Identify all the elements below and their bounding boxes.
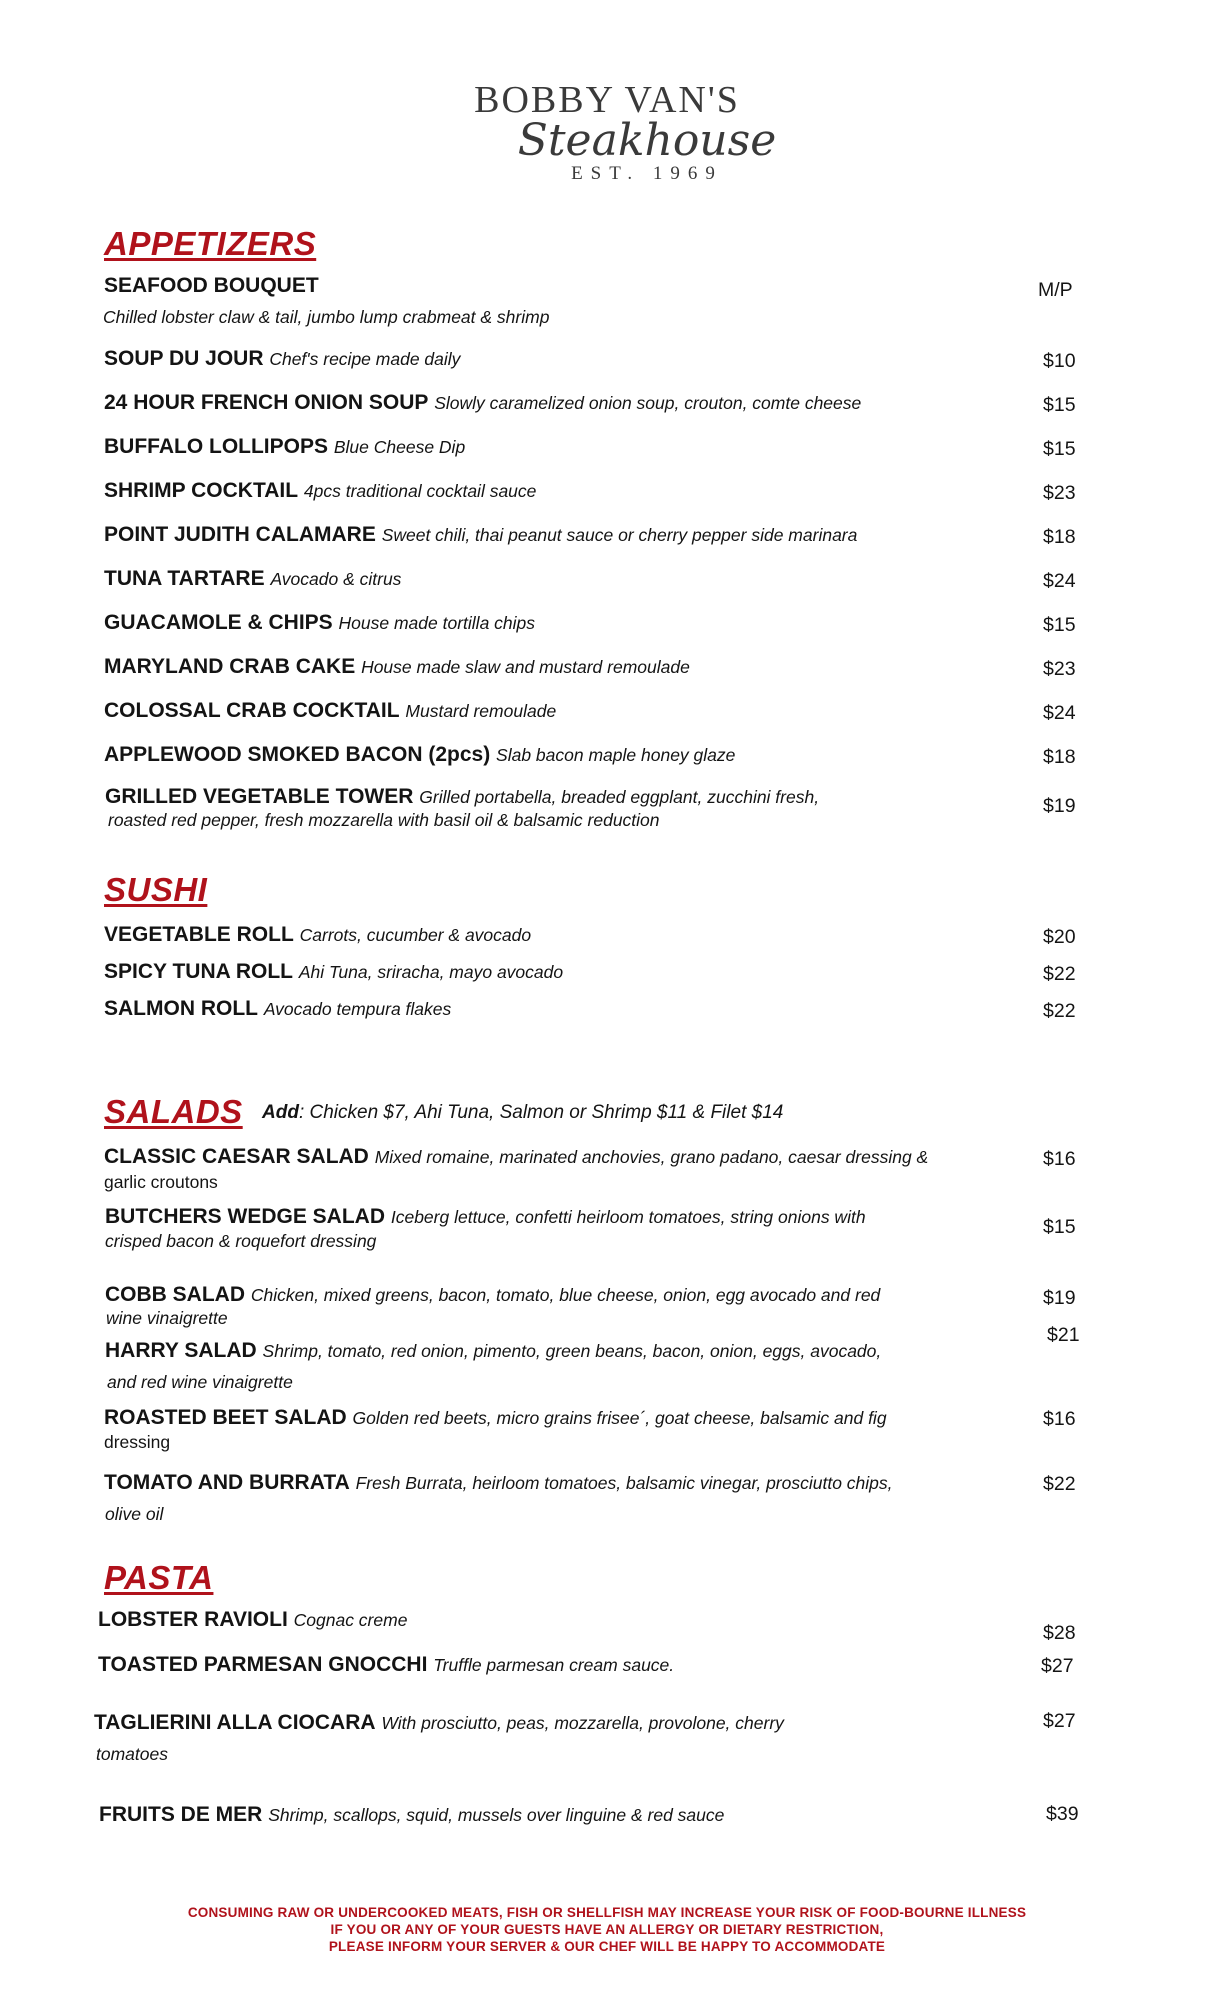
item-price: $27 [1041, 1655, 1074, 1677]
item-name: VEGETABLE ROLL [104, 923, 294, 946]
item-description: Blue Cheese Dip [333, 437, 466, 457]
menu-item-caesar-salad [104, 1144, 928, 1170]
disclaimer-line: PLEASE INFORM YOUR SERVER & OUR CHEF WILL BE HAPPY TO ACCOMMODATE [328, 1939, 886, 1954]
item-description: Avocado & citrus [270, 569, 402, 589]
add-ons-text: : Chicken $7, Ahi Tuna, Salmon or Shrimp $11 & Filet $14 [298, 1102, 784, 1123]
item-description-continued: wine vinaigrette [106, 1308, 228, 1328]
item-name: SHRIMP COCKTAIL [104, 479, 299, 502]
item-price: $18 [1043, 526, 1076, 548]
menu-item-smoked-bacon [104, 742, 735, 768]
item-price: $24 [1043, 702, 1076, 724]
menu-item-calamare [104, 522, 857, 548]
item-name: SOUP DU JOUR [104, 347, 264, 370]
item-price: $21 [1047, 1324, 1080, 1346]
restaurant-logo [0, 78, 1214, 186]
logo-est: EST. 1969 [571, 163, 723, 184]
item-description: Iceberg lettuce, confetti heirloom tomatoes, string onions with [390, 1207, 866, 1227]
item-name: SPICY TUNA ROLL [104, 960, 294, 983]
item-price: $28 [1043, 1622, 1076, 1644]
logo-script: Steakhouse [517, 115, 777, 166]
item-description: Chicken, mixed greens, bacon, tomato, blue cheese, onion, egg avocado and red [250, 1285, 881, 1305]
item-description: Chilled lobster claw & tail, jumbo lump crabmeat & shrimp [103, 307, 550, 327]
section-heading-salads: SALADS [104, 1093, 243, 1130]
item-name: HARRY SALAD [105, 1339, 257, 1362]
item-name: FRUITS DE MER [99, 1803, 263, 1826]
item-description: Mustard remoulade [405, 701, 557, 721]
logo-brand: BOBBY VAN'S [474, 79, 740, 121]
item-name: TAGLIERINI ALLA CIOCARA [94, 1711, 376, 1734]
item-name: MARYLAND CRAB CAKE [104, 655, 356, 678]
salad-add-ons [262, 1100, 783, 1126]
item-description: Mixed romaine, marinated anchovies, grano padano, caesar dressing & [374, 1147, 929, 1167]
item-price: $22 [1043, 1473, 1076, 1495]
item-price: $22 [1043, 1000, 1076, 1022]
item-price: $19 [1043, 795, 1076, 817]
menu-item-spicy-tuna-roll [104, 959, 563, 985]
item-name: GRILLED VEGETABLE TOWER [105, 785, 414, 808]
item-price: $15 [1043, 438, 1076, 460]
item-price: $18 [1043, 746, 1076, 768]
item-price: $23 [1043, 482, 1076, 504]
menu-item-fruits-de-mer [99, 1802, 724, 1828]
item-name: SEAFOOD BOUQUET [104, 274, 319, 297]
item-description: With prosciutto, peas, mozzarella, provolone, cherry [381, 1713, 784, 1733]
item-price: $22 [1043, 963, 1076, 985]
item-description: Truffle parmesan cream sauce. [433, 1655, 675, 1675]
item-price: $19 [1043, 1287, 1076, 1309]
item-description: Slowly caramelized onion soup, crouton, comte cheese [434, 393, 862, 413]
menu-item-guacamole [104, 610, 535, 636]
item-description-continued: olive oil [105, 1504, 164, 1524]
item-description: House made tortilla chips [338, 613, 536, 633]
section-heading-sushi: SUSHI [104, 871, 208, 908]
item-price: $16 [1043, 1408, 1076, 1430]
item-description: 4pcs traditional cocktail sauce [303, 481, 537, 501]
allergy-disclaimer [0, 1904, 1214, 1955]
item-name: ROASTED BEET SALAD [104, 1406, 347, 1429]
item-description-continued: tomatoes [96, 1744, 168, 1764]
menu-item-lobster-ravioli [98, 1607, 407, 1633]
menu-item-buffalo-lollipops [104, 434, 465, 460]
item-description: Slab bacon maple honey glaze [496, 745, 736, 765]
item-price: $15 [1043, 394, 1076, 416]
section-heading-pasta: PASTA [104, 1559, 214, 1596]
menu-item-vegetable-tower [105, 784, 819, 810]
menu-item-soup-du-jour [104, 346, 460, 372]
item-description: Sweet chili, thai peanut sauce or cherry pepper side marinara [381, 525, 858, 545]
item-name: LOBSTER RAVIOLI [98, 1608, 288, 1631]
menu-item-beet-salad [104, 1405, 887, 1431]
menu-item-cobb-salad [105, 1282, 880, 1308]
item-name: TOASTED PARMESAN GNOCCHI [98, 1653, 428, 1676]
item-name: BUTCHERS WEDGE SALAD [105, 1205, 386, 1228]
disclaimer-line: CONSUMING RAW OR UNDERCOOKED MEATS, FISH OR SHELLFISH MAY INCREASE YOUR RISK OF FOOD-BOURNE ILLNESS [187, 1905, 1027, 1920]
item-description-continued: dressing [104, 1432, 171, 1452]
menu-item-crab-cake [104, 654, 690, 680]
menu-item-parmesan-gnocchi [98, 1652, 674, 1678]
item-description: Ahi Tuna, sriracha, mayo avocado [298, 962, 564, 982]
item-price: $15 [1043, 614, 1076, 636]
menu-item-shrimp-cocktail [104, 478, 536, 504]
item-price: $27 [1043, 1710, 1076, 1732]
item-description: Fresh Burrata, heirloom tomatoes, balsamic vinegar, prosciutto chips, [355, 1473, 893, 1493]
item-name: POINT JUDITH CALAMARE [104, 523, 376, 546]
item-price: $24 [1043, 570, 1076, 592]
menu-item-taglierini [94, 1710, 784, 1736]
item-price: $16 [1043, 1148, 1076, 1170]
item-price: $10 [1043, 350, 1076, 372]
item-price: $15 [1043, 1216, 1076, 1238]
section-heading-appetizers: APPETIZERS [104, 225, 317, 262]
item-price: $23 [1043, 658, 1076, 680]
menu-item-crab-cocktail [104, 698, 556, 724]
menu-item-french-onion-soup [104, 390, 861, 416]
item-name: 24 HOUR FRENCH ONION SOUP [104, 391, 429, 414]
menu-item-wedge-salad [105, 1204, 866, 1230]
item-description: Avocado tempura flakes [263, 999, 452, 1019]
menu-item-vegetable-roll [104, 922, 531, 948]
disclaimer-line: IF YOU OR ANY OF YOUR GUESTS HAVE AN ALLERGY OR DIETARY RESTRICTION, [330, 1922, 884, 1937]
item-name: TOMATO AND BURRATA [104, 1471, 350, 1494]
item-name: COBB SALAD [105, 1283, 245, 1306]
item-price: $39 [1046, 1803, 1079, 1825]
item-description: Chef's recipe made daily [269, 349, 461, 369]
item-description: Shrimp, tomato, red onion, pimento, green beans, bacon, onion, eggs, avocado, [262, 1341, 882, 1361]
item-price: M/P [1038, 279, 1073, 301]
menu-item-tomato-burrata [104, 1470, 893, 1496]
item-name: TUNA TARTARE [104, 567, 265, 590]
item-price: $20 [1043, 926, 1076, 948]
item-description: Carrots, cucumber & avocado [299, 925, 532, 945]
menu-item-salmon-roll [104, 996, 451, 1022]
item-description: Cognac creme [293, 1610, 408, 1630]
item-name: SALMON ROLL [104, 997, 258, 1020]
item-description: House made slaw and mustard remoulade [361, 657, 690, 677]
item-description: Shrimp, scallops, squid, mussels over linguine & red sauce [268, 1805, 725, 1825]
menu-item-seafood-bouquet [104, 273, 319, 299]
item-description-continued: and red wine vinaigrette [107, 1372, 293, 1392]
item-description: Grilled portabella, breaded eggplant, zucchini fresh, [419, 787, 820, 807]
item-name: GUACAMOLE & CHIPS [104, 611, 333, 634]
item-description-continued: crisped bacon & roquefort dressing [105, 1231, 377, 1251]
item-name: BUFFALO LOLLIPOPS [104, 435, 328, 458]
item-description-continued: garlic croutons [104, 1172, 218, 1192]
item-name: COLOSSAL CRAB COCKTAIL [104, 699, 400, 722]
menu-item-harry-salad [105, 1338, 881, 1364]
menu-item-tuna-tartare [104, 566, 401, 592]
item-name: APPLEWOOD SMOKED BACON (2pcs) [104, 743, 491, 766]
item-description: Golden red beets, micro grains frisee´, goat cheese, balsamic and fig [352, 1408, 887, 1428]
add-ons-label: Add [262, 1102, 299, 1123]
item-name: CLASSIC CAESAR SALAD [104, 1145, 369, 1168]
item-description-continued: roasted red pepper, fresh mozzarella with basil oil & balsamic reduction [108, 810, 660, 830]
